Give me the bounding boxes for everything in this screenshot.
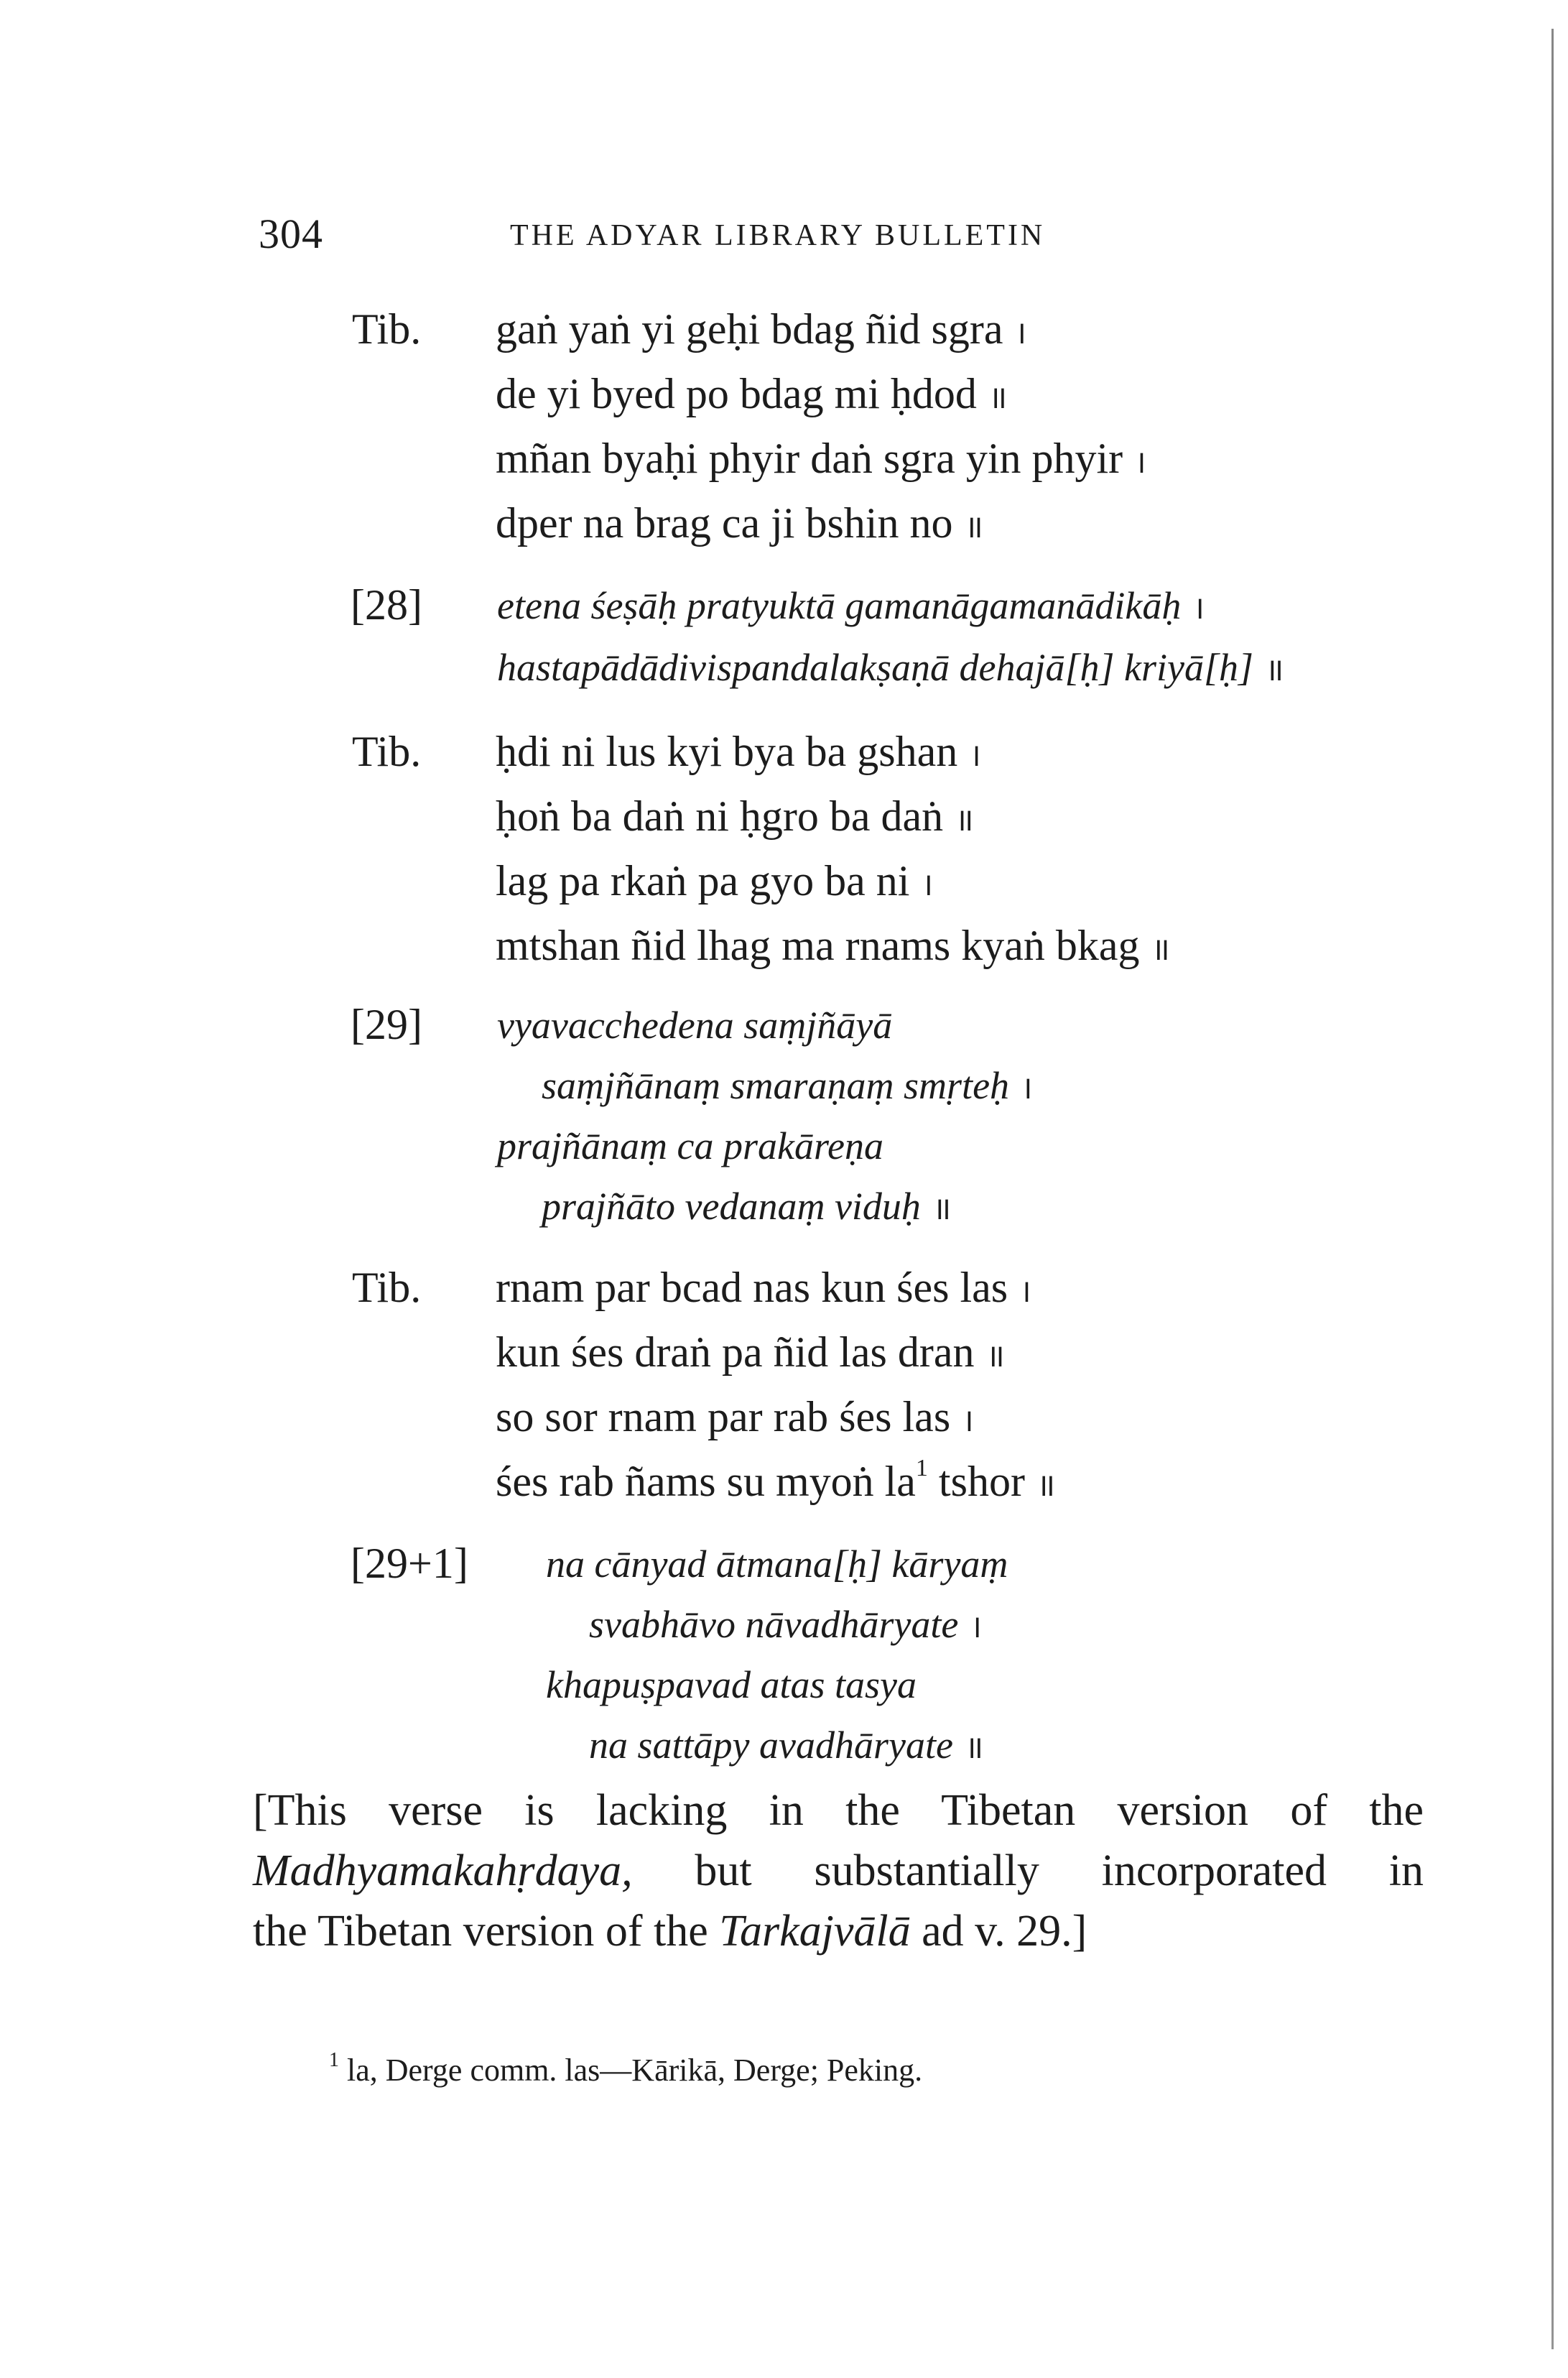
line-text: rnam par bcad nas kun śes las <box>496 1264 1008 1311</box>
danda-mark: ॥ <box>932 1191 955 1226</box>
tibetan-line <box>496 792 977 840</box>
tibetan-line <box>496 307 1029 351</box>
note-title-italic: Madhyamakahṛdaya, <box>253 1846 633 1895</box>
danda-mark: ॥ <box>955 802 977 838</box>
note-text: the Tibetan version of the <box>253 1907 720 1956</box>
danda-mark: ॥ <box>985 1338 1008 1374</box>
line-text: dper na brag ca ji bshin no <box>496 499 953 547</box>
verse-label: Tib. <box>352 728 422 775</box>
sanskrit-line <box>589 1724 987 1767</box>
tibetan-line <box>496 437 1149 480</box>
danda-mark: ॥ <box>1151 932 1173 967</box>
danda-mark: । <box>962 1403 977 1438</box>
line-text: so sor rnam par rab śes las <box>496 1393 951 1440</box>
line-text: mñan byaḥi phyir daṅ sgra yin phyir <box>496 435 1123 482</box>
note-line <box>253 1841 1424 1901</box>
sanskrit-line <box>546 1542 1008 1586</box>
footnote <box>329 2049 923 2088</box>
danda-mark: ॥ <box>988 380 1011 415</box>
verse-label: Tib. <box>352 1264 422 1311</box>
line-text-after: tshor <box>927 1458 1025 1505</box>
line-text: kun śes draṅ pa ñid las dran <box>496 1328 975 1376</box>
sanskrit-line <box>546 1665 917 1704</box>
page-number: 304 <box>259 210 323 257</box>
note-title-italic: Tarkajvālā <box>719 1907 911 1956</box>
note-line <box>253 1780 1424 1841</box>
tibetan-line <box>496 1266 1034 1309</box>
note-line <box>253 1901 1424 1961</box>
line-text: hastapādādivispandalakṣaṇā dehajā[ḥ] kriyā[ḥ] <box>497 646 1253 689</box>
footnote-text: la, Derge comm. las—Kārikā, Derge; Peking. <box>339 2053 923 2088</box>
danda-mark: । <box>1014 315 1030 351</box>
tibetan-line <box>496 730 984 773</box>
danda-mark: । <box>1192 591 1208 626</box>
line-text: na sattāpy avadhāryate <box>589 1724 953 1767</box>
page-header <box>259 210 1156 267</box>
line-text: prajñāto vedanaṃ viduḥ <box>542 1185 921 1228</box>
verse-number: [29+1] <box>351 1540 468 1587</box>
footnote-marker: 1 <box>915 1455 928 1481</box>
scan-edge-line <box>1551 29 1554 2349</box>
tibetan-line <box>496 1455 1059 1505</box>
danda-mark: । <box>1019 1274 1034 1309</box>
running-title: THE ADYAR LIBRARY BULLETIN <box>510 219 1046 252</box>
line-text: śes rab ñams su myoṅ la <box>496 1458 916 1505</box>
danda-mark: । <box>970 1609 985 1644</box>
tibetan-line <box>496 924 1173 967</box>
tibetan-line <box>496 372 1010 415</box>
sanskrit-line <box>497 1126 883 1165</box>
verse-number: [28] <box>351 581 422 629</box>
line-text: prajñānaṃ ca prakāreṇa <box>497 1124 883 1167</box>
line-text: na cānyad ātmana[ḥ] kāryaṃ <box>546 1542 1008 1586</box>
danda-mark: ॥ <box>964 1730 987 1765</box>
line-text: ḥoṅ ba daṅ ni ḥgro ba daṅ <box>496 792 944 840</box>
verse-number: [29] <box>351 1001 422 1048</box>
line-text: gaṅ yaṅ yi geḥi bdag ñid sgra <box>496 305 1003 353</box>
danda-mark: ॥ <box>964 509 986 545</box>
line-text: vyavacchedena saṃjñāyā <box>497 1004 893 1047</box>
line-text: saṃjñānaṃ smaraṇaṃ smṛteḥ <box>542 1064 1010 1107</box>
tibetan-line <box>496 857 937 905</box>
danda-mark: ॥ <box>1036 1468 1059 1503</box>
danda-mark: । <box>969 738 984 773</box>
sanskrit-line <box>542 1187 954 1226</box>
note-text: ad v. 29.] <box>910 1907 1087 1956</box>
verse-label: Tib. <box>352 305 422 353</box>
note-text: but substantially incorporated in <box>632 1846 1424 1895</box>
tibetan-line <box>496 1395 977 1438</box>
line-text: lag pa rkaṅ pa gyo ba ni <box>496 857 910 905</box>
line-text: ḥdi ni lus kyi bya ba gshan <box>496 728 958 775</box>
danda-mark: । <box>1021 1070 1036 1106</box>
sanskrit-line <box>497 1006 892 1045</box>
note-text: [This verse is lacking in the Tibetan version of the <box>253 1786 1424 1835</box>
tibetan-line <box>496 501 986 545</box>
danda-mark: ॥ <box>1264 652 1287 688</box>
sanskrit-line <box>589 1605 985 1644</box>
footnote-number: 1 <box>329 2049 339 2071</box>
sanskrit-line <box>497 648 1286 687</box>
danda-mark: । <box>921 867 937 902</box>
line-text: khapuṣpavad atas tasya <box>546 1663 917 1706</box>
editorial-note <box>253 1780 1424 1961</box>
line-text: etena śeṣāḥ pratyuktā gamanāgamanādikāḥ <box>497 584 1182 627</box>
danda-mark: । <box>1134 445 1149 480</box>
sanskrit-line <box>497 586 1207 625</box>
tibetan-line <box>496 1328 1008 1376</box>
line-text: de yi byed po bdag mi ḥdod <box>496 370 977 417</box>
line-text: mtshan ñid lhag ma rnams kyaṅ bkag <box>496 922 1140 969</box>
line-text: svabhāvo nāvadhāryate <box>589 1603 959 1646</box>
sanskrit-line <box>542 1066 1036 1105</box>
